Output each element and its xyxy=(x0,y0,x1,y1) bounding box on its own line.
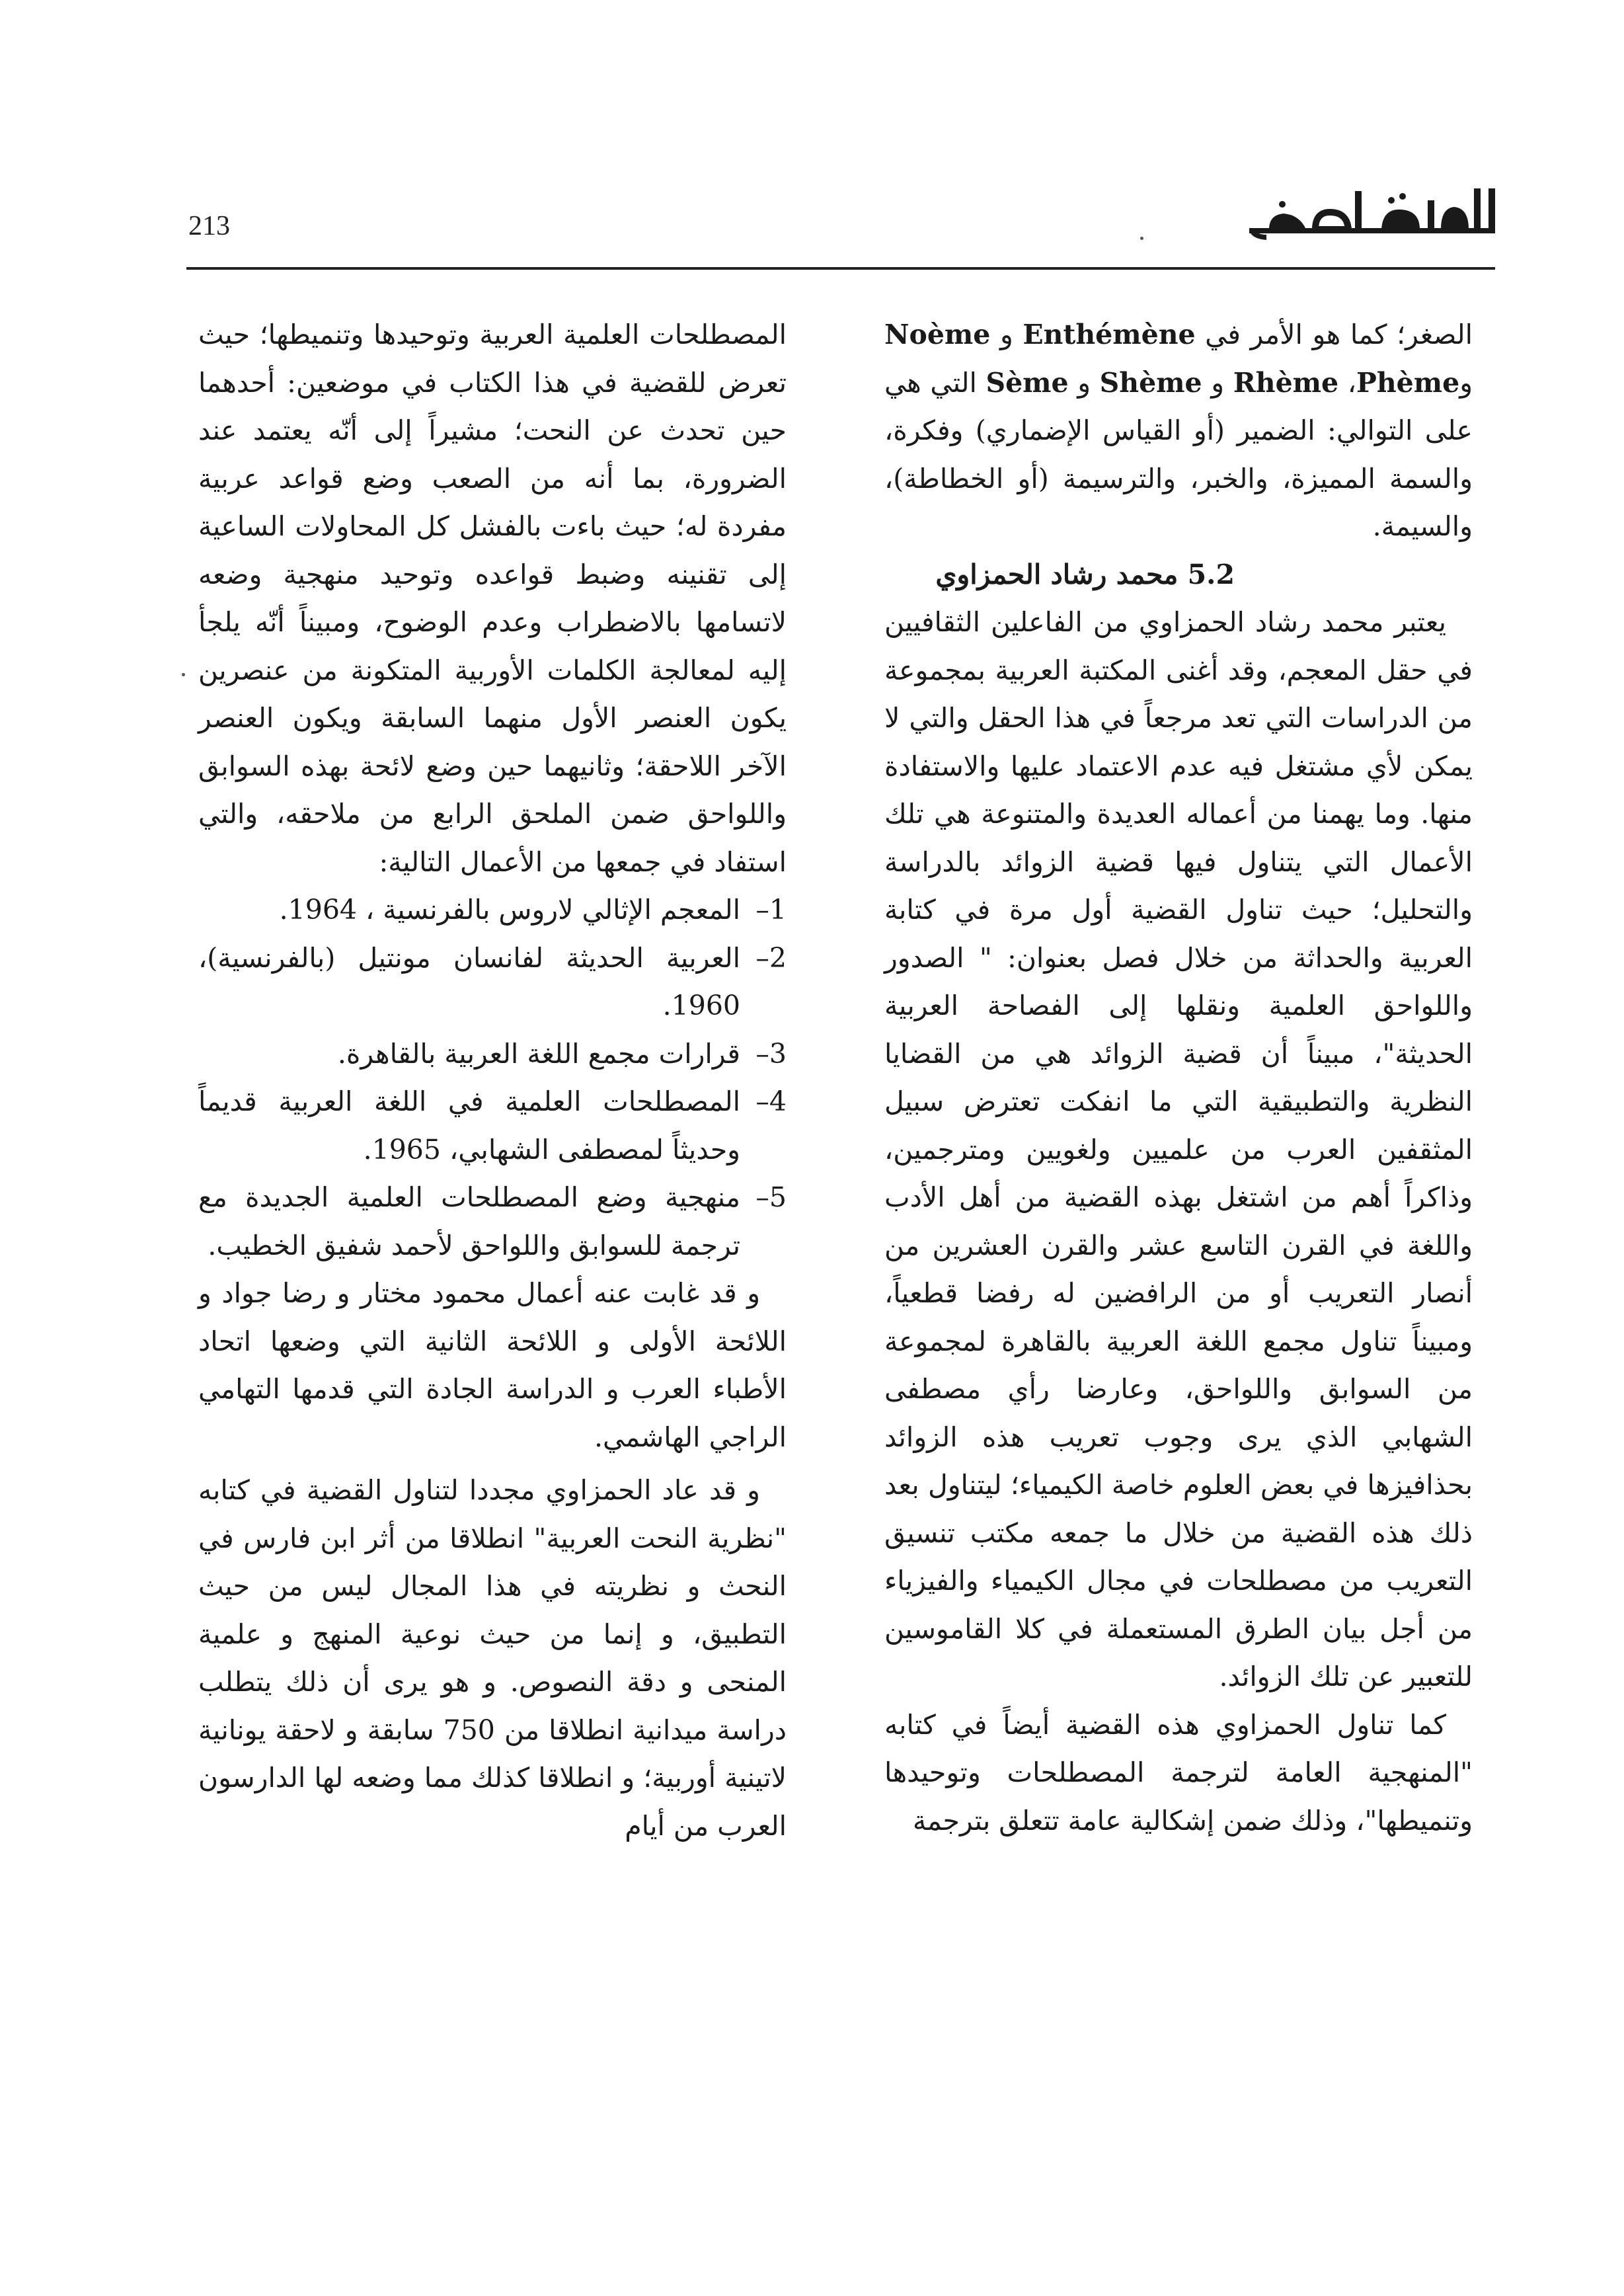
scan-speck xyxy=(182,673,185,676)
list-number: 3– xyxy=(755,1037,787,1070)
header-rule xyxy=(186,267,1495,270)
list-text: المعجم الإثالي لاروس بالفرنسية ، 1964. xyxy=(279,894,740,926)
term-noeme: Noème xyxy=(884,319,991,350)
journal-logo-icon xyxy=(1243,182,1507,248)
text-run: و xyxy=(1459,366,1473,399)
list-number: 4– xyxy=(755,1086,787,1117)
section-heading: 5.2 محمد رشاد الحمزاوي xyxy=(935,558,1235,590)
paragraph-body: يعتبر محمد رشاد الحمزاوي من الفاعلين الثقافيين في حقل المعجم، وقد أغنى المكتبة العربية بمجموعة من الدراسات التي تعد مرجعاً في هذا الحقل والتي لا يمكن لأي مشتغل فيه عدم الاعتماد عليها والاستفادة منها. وما يهمنا من أعماله العديدة والمتنوعة هي تلك الأعمال التي يتناول فيها قضية الزوائد بالدراسة والتحليل؛ حيث تناول القضية أول مرة في كتابة العربية والحداثة من خلال فصل بعنوان: " الصدور واللواحق العلمية ونقلها إلى الفصاحة العربية الحديثة"، مبيناً أن قضية الزوائد هي من القضايا النظرية والتطبيقية التي ما انفكت تعترض سبيل المثقفين العرب من علميين ولغويين ومترجمين، وذاكراً أهم من اشتغل بهذه القضية من أهل الأدب واللغة في القرن التاسع عشر والقرن العشرين من أنصار التعريب أو من الرافضين له رفضا قطعياً، ومبيناً تناول مجمع اللغة العربية بالقاهرة لمجموعة من السوابق واللواحق، وعارضا رأي مصطفى الشهابي الذي يرى وجوب تعريب هذه الزوائد بحذافيزها في بعض العلوم خاصة الكيمياء؛ ليتناول بعد ذلك هذه القضية من خلال ما جمعه مكتب تنسيق التعريب من مصطلحات في مجال الكيمياء والفيزياء من أجل بيان الطرق المستعملة في كلا القاموسين للتعبير عن تلك الزوائد. xyxy=(884,606,1473,1692)
list-item xyxy=(198,886,787,934)
text-run: و xyxy=(1202,366,1233,399)
term-pheme: Phème xyxy=(1356,366,1460,399)
list-number: 1– xyxy=(755,894,787,926)
scan-speck xyxy=(1140,237,1143,240)
left-column xyxy=(198,311,787,1850)
sources-list xyxy=(198,886,787,1269)
paragraph-terms xyxy=(884,311,1473,551)
page-number: 213 xyxy=(188,211,230,241)
list-item xyxy=(198,1078,787,1173)
list-number: 5– xyxy=(755,1181,787,1213)
term-seme: Sème xyxy=(986,366,1069,399)
term-rheme: Rhème xyxy=(1233,366,1339,399)
paragraph-body: المصطلحات العلمية العربية وتوحيدها وتنميطها؛ حيث تعرض للقضية في هذا الكتاب في موضعين: أحدهما حين تحدث عن النحت؛ مشيراً إلى أنّه يعتمد عند الضرورة، بما أنه من الصعب وضع قواعد عربية مفردة له؛ حيث باءت بالفشل كل المحاولات الساعية إلى تقنينه وضبط قواعده وتوحيد منهجية وضعه لاتسامها بالاضطراب وعدم الوضوح، ومبيناً أنّه يلجأ إليه لمعالجة الكلمات الأوربية المتكونة من عنصرين يكون العنصر الأول منهما السابقة ويكون العنصر الآخر اللاحقة؛ وثانيهما حين وضع لائحة بهذه السوابق واللواحق ضمن الملحق الرابع من ملاحقه، والتي استفاد في جمعها من الأعمال التالية: xyxy=(198,319,787,878)
list-number: 2– xyxy=(755,941,787,974)
text-run: التي هي على التوالي: الضمير (أو القياس الإضماري) وفكرة، والسمة المميزة، والخبر، والترسيمة (أو الخطاطة)، والسيمة. xyxy=(884,366,1473,542)
paragraph-body: و قد عاد الحمزاوي مجددا لتناول القضية في كتابه "نظرية النحت العربية" انطلاقا من أثر ابن فارس في النحث و نظريته في هذا المجال ليس من حيث التطبيق، و إنما من حيث نوعية المنهج و علمية المنحى و دقة النصوص. و هو يرى أن ذلك يتطلب دراسة ميدانية انطلاقا من 750 سابقة و لاحقة يونانية لاتينية أوربية؛ و انطلاقا كذلك مما وضعه لها الدارسون العرب من أيام xyxy=(198,1474,787,1842)
list-item xyxy=(198,934,787,1030)
paragraph-body: كما تناول الحمزاوي هذه القضية أيضاً في كتابه "المنهجية العامة لترجمة المصطلحات وتوحيدها وتنميطها"، وذلك ضمن إشكالية عامة تتعلق بترجمة xyxy=(884,1708,1473,1837)
list-item xyxy=(198,1173,787,1269)
list-text: العربية الحديثة لفانسان مونتيل (بالفرنسية)، 1960. xyxy=(198,941,740,1021)
paragraph-body: و قد غابت عنه أعمال محمود مختار و رضا جواد و اللائحة الأولى و اللائحة الثانية التي وضعها اتحاد الأطباء العرب و الدراسة الجادة التي قدمها التهامي الراجي الهاشمي. xyxy=(198,1277,787,1453)
list-item xyxy=(198,1030,787,1078)
term-sheme: Shème xyxy=(1099,366,1202,399)
text-run: و xyxy=(990,319,1023,350)
text-run: و xyxy=(1068,366,1100,399)
term-enthemene: Enthémène xyxy=(1023,319,1196,350)
text-run: الصغر؛ كما هو الأمر في xyxy=(1195,319,1473,350)
list-text: المصطلحات العلمية في اللغة العربية قديماً وحديثاً لمصطفى الشهابي، 1965. xyxy=(198,1086,740,1166)
list-text: منهجية وضع المصطلحات العلمية الجديدة مع ترجمة للسوابق واللواحق لأحمد شفيق الخطيب. xyxy=(198,1181,740,1261)
paragraph-gap xyxy=(198,1461,787,1466)
list-text: قرارات مجمع اللغة العربية بالقاهرة. xyxy=(337,1037,740,1070)
right-column xyxy=(884,311,1473,1844)
text-run: ، xyxy=(1338,366,1356,399)
journal-logo xyxy=(1236,178,1514,251)
